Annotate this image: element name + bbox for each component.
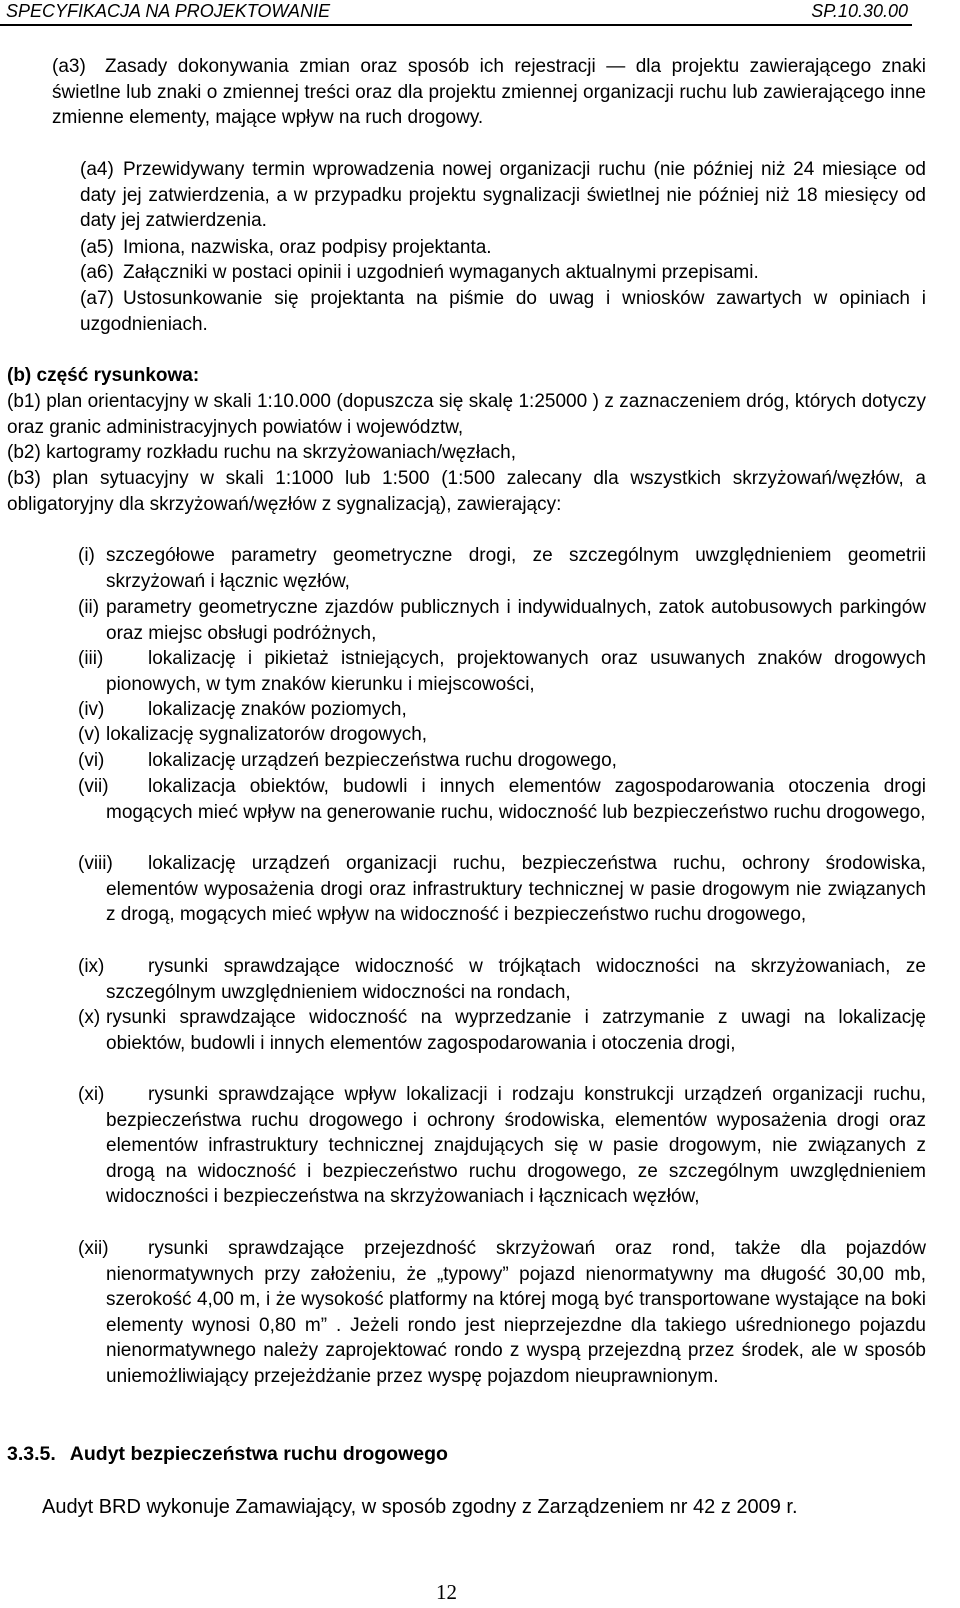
sub-item-iii xyxy=(78,646,926,697)
item-label: (i) xyxy=(78,545,95,566)
item-text: rysunki sprawdzające widoczność na wyprzedzanie i zatrzymanie z uwagi na lokalizację obiektów, budowli i innych elementów zagospodarowania i otoczenia drogi, xyxy=(106,1007,926,1054)
item-label: (ix) xyxy=(78,956,105,977)
sub-item-vii xyxy=(78,774,926,825)
item-text: Ustosunkowanie się projektanta na piśmie do uwag i wniosków zawartych w opiniach i uzgodnieniach. xyxy=(80,288,926,335)
list-item-a4 xyxy=(80,157,926,234)
list-item-a7 xyxy=(80,286,926,337)
sub-item-x xyxy=(78,1005,926,1056)
list-item-a3 xyxy=(52,54,926,131)
item-label: (iv) xyxy=(78,699,105,720)
item-label: (a7) xyxy=(80,288,114,309)
list-item-b2 xyxy=(7,440,926,466)
sub-item-xi xyxy=(78,1082,926,1210)
item-label: (xii) xyxy=(78,1238,109,1259)
item-label: (vi) xyxy=(78,750,105,771)
item-text: lokalizację sygnalizatorów drogowych, xyxy=(106,724,428,745)
sub-item-vi xyxy=(78,748,926,774)
item-label: (ii) xyxy=(78,597,100,618)
item-text: Przewidywany termin wprowadzenia nowej organizacji ruchu (nie później niż 24 miesiące od daty jej zatwierdzenia, a w przypadku projektu sygnalizacji świetlnej nie później niż 18 miesięcy od daty jej zatwierdzenia. xyxy=(80,159,926,231)
item-label: (x) xyxy=(78,1007,101,1028)
item-text: (b1) plan orientacyjny w skali 1:10.000 (dopuszcza się skalę 1:25000 ) z zaznaczeniem dróg, których dotyczy oraz granic administracyjnych powiatów i województw, xyxy=(7,391,926,438)
section-heading xyxy=(7,1442,907,1468)
item-label: (viii) xyxy=(78,853,113,874)
item-label: (vii) xyxy=(78,776,109,797)
list-item-a5 xyxy=(80,235,926,261)
item-text: lokalizację urządzeń bezpieczeństwa ruchu drogowego, xyxy=(148,750,617,771)
sub-item-v xyxy=(78,722,926,748)
item-text: lokalizację i pikietaż istniejących, projektowanych oraz usuwanych znaków drogowych pionowych, w tym znaków kierunku i miejscowości, xyxy=(106,648,926,695)
item-label: (a5) xyxy=(80,237,114,258)
sub-item-i xyxy=(78,543,926,594)
item-text: rysunki sprawdzające wpływ lokalizacji i rodzaju konstrukcji urządzeń organizacji ruchu, bezpieczeństwa ruchu drogowego i ochrony środowiska, elementów wyposażenia drogi oraz elementów infrastruktury technicznej znajdujących się w pasie drogowym, nie związanych z drogą na widoczność i bezpieczeństwo ruchu drogowego, ze szczególnym uwzględnieniem widoczności i bezpieczeństwa na skrzyżowaniach i łącznicach węzłów, xyxy=(106,1084,926,1207)
item-text: (b3) plan sytuacyjny w skali 1:1000 lub 1:500 (1:500 zalecany dla wszystkich skrzyżowań/węzłów, a obligatoryjny dla skrzyżowań/węzłów z sygnalizacją), zawierający: xyxy=(7,468,926,515)
item-text: lokalizacja obiektów, budowli i innych elementów zagospodarowania otoczenia drogi mogących mieć wpływ na generowanie ruchu, widoczność lub bezpieczeństwo ruchu drogowego, xyxy=(106,776,926,823)
final-paragraph: Audyt BRD wykonuje Zamawiający, w sposób zgodny z Zarządzeniem nr 42 z 2009 r. xyxy=(42,1496,798,1518)
item-text: Załączniki w postaci opinii i uzgodnień wymaganych aktualnymi przepisami. xyxy=(123,262,759,283)
item-label: (xi) xyxy=(78,1084,105,1105)
list-item-b3 xyxy=(7,466,926,517)
section-number: 3.3.5. xyxy=(7,1443,56,1465)
item-text: (b2) kartogramy rozkładu ruchu na skrzyżowaniach/węzłach, xyxy=(7,442,516,463)
section-title: Audyt bezpieczeństwa ruchu drogowego xyxy=(69,1443,448,1465)
item-text: lokalizację znaków poziomych, xyxy=(148,699,407,720)
header-rule xyxy=(0,24,912,26)
section-b-heading: (b) część rysunkowa: xyxy=(7,365,200,386)
sub-item-ix xyxy=(78,954,926,1005)
item-text: Zasady dokonywania zmian oraz sposób ich rejestracji — dla projektu zawierającego znaki świetlne lub znaki o zmiennej treści oraz dla projektu zmiennej organizacji ruchu lub zawierającego inne zmienne elementy, mające wpływ na ruch drogowy. xyxy=(52,56,926,128)
item-text: rysunki sprawdzające przejezdność skrzyżowań oraz rond, także dla pojazdów nienormatywnych przy założeniu, że „typowy” pojazd nienormatywny ma długość 30,00 mb, szerokość 4,00 m, i że wysokość platformy na której mogą być transportowane wystające na boki elementy wynosi 0,80 m” . Jeżeli rondo jest nieprzejezdne dla takiego uśrednionego pojazdu nienormatywnego należy zaprojektować rondo z wyspą przejezdną przez środek, ale w sposób uniemożliwiający przejeżdżanie przez wyspę pojazdom nieuprawnionym. xyxy=(106,1238,926,1387)
item-label: (a6) xyxy=(80,262,114,283)
item-label: (a3) xyxy=(52,56,86,77)
item-text: szczegółowe parametry geometryczne drogi, ze szczególnym uwzględnieniem geometrii skrzyżowań i łącznic węzłów, xyxy=(106,545,926,592)
sub-item-xii xyxy=(78,1236,926,1389)
page-number: 12 xyxy=(436,1580,457,1604)
list-item-b1 xyxy=(7,389,926,440)
list-item-a6 xyxy=(80,260,926,286)
item-label: (v) xyxy=(78,724,101,745)
item-label: (iii) xyxy=(78,648,104,669)
item-text: lokalizację urządzeń organizacji ruchu, bezpieczeństwa ruchu, ochrony środowiska, elementów wyposażenia drogi oraz infrastruktury technicznej w pasie drogowym nie związanych z drogą, mogących mieć wpływ na widoczność i bezpieczeństwo ruchu drogowego, xyxy=(106,853,926,925)
item-text: Imiona, nazwiska, oraz podpisy projektanta. xyxy=(123,237,492,258)
sub-item-viii xyxy=(78,851,926,928)
item-label: (a4) xyxy=(80,159,114,180)
sub-item-ii xyxy=(78,595,926,646)
item-text: parametry geometryczne zjazdów publicznych i indywidualnych, zatok autobusowych parkingów oraz miejsc obsługi podróżnych, xyxy=(106,597,926,644)
sub-item-iv xyxy=(78,697,926,723)
header-title: SPECYFIKACJA NA PROJEKTOWANIE xyxy=(6,1,331,21)
header-code: SP.10.30.00 xyxy=(811,1,908,21)
page-header xyxy=(0,0,960,26)
item-text: rysunki sprawdzające widoczność w trójkątach widoczności na skrzyżowaniach, ze szczególnym uwzględnieniem widoczności na rondach, xyxy=(106,956,926,1003)
